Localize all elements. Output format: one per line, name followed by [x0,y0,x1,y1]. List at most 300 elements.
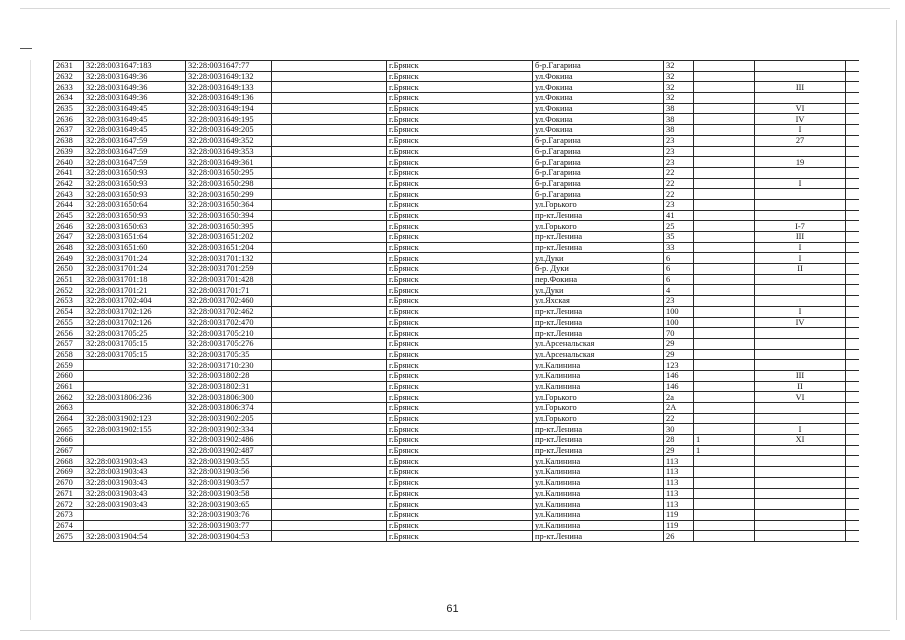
cadastral-number-cell: 32:28:0031647:59 [84,135,186,146]
house-number-cell: 35 [664,232,694,243]
cadastral-number-cell: 32:28:0031649:195 [186,114,272,125]
cadastral-number-cell: 32:28:0031649:352 [186,135,272,146]
table-row [54,488,860,499]
table-row [54,71,860,82]
note-cell [694,189,755,200]
premises-number-cell [755,71,846,82]
house-number-cell: 23 [664,135,694,146]
empty-cell [846,467,860,478]
table-row [54,360,860,371]
cadastral-number-cell [84,360,186,371]
city-cell: г.Брянск [387,264,533,275]
note-cell: 1 [694,435,755,446]
house-number-cell: 6 [664,274,694,285]
empty-cell [846,157,860,168]
premises-number-cell [755,413,846,424]
table-row [54,61,860,72]
empty-cell [846,477,860,488]
table-row [54,328,860,339]
empty-cell [272,531,387,542]
empty-cell [846,178,860,189]
note-cell [694,520,755,531]
table-row [54,178,860,189]
city-cell: г.Брянск [387,413,533,424]
table-row [54,349,860,360]
cadastral-number-cell: 32:28:0031649:353 [186,146,272,157]
empty-cell [272,221,387,232]
house-number-cell: 32 [664,93,694,104]
note-cell [694,381,755,392]
empty-cell [272,477,387,488]
empty-cell [272,103,387,114]
premises-number-cell [755,349,846,360]
empty-cell [272,232,387,243]
cadastral-number-cell: 32:28:0031650:394 [186,210,272,221]
empty-cell [846,189,860,200]
street-cell: ул.Фокина [533,114,664,125]
house-number-cell: 146 [664,370,694,381]
street-cell: ул.Дуки [533,285,664,296]
street-cell: ул.Горького [533,392,664,403]
empty-cell [272,349,387,360]
row-number-cell: 2642 [54,178,84,189]
empty-cell [272,360,387,371]
row-number-cell: 2666 [54,435,84,446]
cadastral-number-cell: 32:28:0031903:57 [186,477,272,488]
city-cell: г.Брянск [387,306,533,317]
city-cell: г.Брянск [387,157,533,168]
house-number-cell: 33 [664,242,694,253]
cadastral-number-cell: 32:28:0031903:58 [186,488,272,499]
row-number-cell: 2631 [54,61,84,72]
cadastral-number-cell: 32:28:0031902:487 [186,445,272,456]
row-number-cell: 2649 [54,253,84,264]
cadastral-number-cell: 32:28:0031806:374 [186,403,272,414]
note-cell [694,221,755,232]
city-cell: г.Брянск [387,61,533,72]
premises-number-cell: I [755,253,846,264]
row-number-cell: 2639 [54,146,84,157]
premises-number-cell: IV [755,114,846,125]
house-number-cell: 30 [664,424,694,435]
cadastral-number-cell: 32:28:0031650:299 [186,189,272,200]
row-number-cell: 2633 [54,82,84,93]
row-number-cell: 2647 [54,232,84,243]
city-cell: г.Брянск [387,114,533,125]
note-cell [694,103,755,114]
cadastral-number-cell: 32:28:0031701:24 [84,253,186,264]
street-cell: ул.Фокина [533,71,664,82]
empty-cell [272,199,387,210]
street-cell: пр-кт.Ленина [533,210,664,221]
empty-cell [846,232,860,243]
table-row [54,242,860,253]
note-cell [694,61,755,72]
cadastral-number-cell: 32:28:0031701:428 [186,274,272,285]
city-cell: г.Брянск [387,477,533,488]
table-row [54,338,860,349]
street-cell: б-р. Дуки [533,264,664,275]
table-row [54,157,860,168]
cadastral-number-cell: 32:28:0031903:77 [186,520,272,531]
house-number-cell: 29 [664,338,694,349]
cadastral-number-cell: 32:28:0031705:35 [186,349,272,360]
row-number-cell: 2658 [54,349,84,360]
empty-cell [272,392,387,403]
empty-cell [272,253,387,264]
note-cell [694,199,755,210]
row-number-cell: 2665 [54,424,84,435]
street-cell: ул.Калинина [533,509,664,520]
empty-cell [846,445,860,456]
row-number-cell: 2648 [54,242,84,253]
street-cell: ул.Калинина [533,370,664,381]
note-cell [694,296,755,307]
cadastral-number-cell: 32:28:0031903:76 [186,509,272,520]
note-cell [694,467,755,478]
table-row [54,499,860,510]
note-cell [694,242,755,253]
city-cell: г.Брянск [387,296,533,307]
house-number-cell: 113 [664,499,694,510]
row-number-cell: 2667 [54,445,84,456]
cadastral-number-cell [84,403,186,414]
cadastral-number-cell: 32:28:0031649:136 [186,93,272,104]
cadastral-number-cell: 32:28:0031650:298 [186,178,272,189]
premises-number-cell: 27 [755,135,846,146]
cadastral-number-cell: 32:28:0031705:276 [186,338,272,349]
cadastral-number-cell: 32:28:0031710:230 [186,360,272,371]
street-cell: ул.Калинина [533,456,664,467]
city-cell: г.Брянск [387,488,533,499]
city-cell: г.Брянск [387,349,533,360]
premises-number-cell [755,328,846,339]
table-row [54,381,860,392]
premises-number-cell [755,499,846,510]
house-number-cell: 29 [664,445,694,456]
empty-cell [846,392,860,403]
house-number-cell: 32 [664,61,694,72]
table-row [54,93,860,104]
empty-cell [846,210,860,221]
cadastral-number-cell: 32:28:0031904:53 [186,531,272,542]
premises-number-cell: III [755,82,846,93]
note-cell [694,349,755,360]
note-cell [694,392,755,403]
cadastral-number-cell: 32:28:0031702:126 [84,306,186,317]
premises-number-cell: III [755,232,846,243]
empty-cell [272,403,387,414]
note-cell [694,167,755,178]
cadastral-number-cell: 32:28:0031903:43 [84,499,186,510]
table-row [54,285,860,296]
row-number-cell: 2675 [54,531,84,542]
row-number-cell: 2656 [54,328,84,339]
city-cell: г.Брянск [387,232,533,243]
city-cell: г.Брянск [387,253,533,264]
street-cell: ул.Калинина [533,499,664,510]
city-cell: г.Брянск [387,509,533,520]
house-number-cell: 6 [664,264,694,275]
note-cell [694,531,755,542]
house-number-cell: 23 [664,296,694,307]
empty-cell [846,135,860,146]
cadastral-number-cell [84,509,186,520]
note-cell [694,370,755,381]
note-cell: 1 [694,445,755,456]
street-cell: б-р.Гагарина [533,146,664,157]
cadastral-number-cell: 32:28:0031647:77 [186,61,272,72]
cadastral-number-cell: 32:28:0031701:132 [186,253,272,264]
note-cell [694,509,755,520]
row-number-cell: 2644 [54,199,84,210]
house-number-cell: 23 [664,199,694,210]
row-number-cell: 2662 [54,392,84,403]
empty-cell [846,167,860,178]
row-number-cell: 2652 [54,285,84,296]
street-cell: б-р.Гагарина [533,157,664,168]
cadastral-number-cell: 32:28:0031650:64 [84,199,186,210]
note-cell [694,338,755,349]
empty-cell [846,264,860,275]
cadastral-number-cell: 32:28:0031649:45 [84,103,186,114]
house-number-cell: 22 [664,189,694,200]
street-cell: ул.Калинина [533,381,664,392]
cadastral-number-cell: 32:28:0031903:56 [186,467,272,478]
table-row [54,135,860,146]
cadastral-number-cell: 32:28:0031705:210 [186,328,272,339]
city-cell: г.Брянск [387,424,533,435]
city-cell: г.Брянск [387,317,533,328]
premises-number-cell [755,189,846,200]
table-row [54,424,860,435]
table-row [54,189,860,200]
street-cell: ул.Горького [533,403,664,414]
city-cell: г.Брянск [387,221,533,232]
registry-table-body [54,61,860,542]
street-cell: пр-кт.Ленина [533,306,664,317]
premises-number-cell [755,167,846,178]
row-number-cell: 2674 [54,520,84,531]
note-cell [694,178,755,189]
premises-number-cell: I-7 [755,221,846,232]
house-number-cell: 113 [664,467,694,478]
row-number-cell: 2638 [54,135,84,146]
row-number-cell: 2646 [54,221,84,232]
house-number-cell: 22 [664,178,694,189]
house-number-cell: 113 [664,488,694,499]
empty-cell [272,71,387,82]
house-number-cell: 38 [664,125,694,136]
street-cell: б-р.Гагарина [533,167,664,178]
empty-cell [846,435,860,446]
premises-number-cell: VI [755,392,846,403]
note-cell [694,114,755,125]
empty-cell [846,221,860,232]
row-number-cell: 2643 [54,189,84,200]
premises-number-cell: I [755,125,846,136]
table-row [54,82,860,93]
cadastral-number-cell: 32:28:0031649:45 [84,114,186,125]
empty-cell [272,189,387,200]
note-cell [694,71,755,82]
row-number-cell: 2671 [54,488,84,499]
premises-number-cell [755,338,846,349]
table-row [54,103,860,114]
house-number-cell: 4 [664,285,694,296]
premises-number-cell [755,467,846,478]
cadastral-number-cell: 32:28:0031802:28 [186,370,272,381]
house-number-cell: 38 [664,114,694,125]
premises-number-cell [755,199,846,210]
row-number-cell: 2645 [54,210,84,221]
scan-mark [20,48,32,49]
street-cell: б-р.Гагарина [533,178,664,189]
empty-cell [272,242,387,253]
street-cell: б-р.Гагарина [533,61,664,72]
row-number-cell: 2663 [54,403,84,414]
note-cell [694,264,755,275]
city-cell: г.Брянск [387,167,533,178]
empty-cell [846,242,860,253]
empty-cell [846,520,860,531]
house-number-cell: 28 [664,435,694,446]
premises-number-cell: I [755,242,846,253]
empty-cell [272,210,387,221]
house-number-cell: 29 [664,349,694,360]
table-row [54,403,860,414]
cadastral-number-cell: 32:28:0031651:202 [186,232,272,243]
cadastral-number-cell: 32:28:0031649:36 [84,82,186,93]
empty-cell [272,488,387,499]
empty-cell [846,306,860,317]
empty-cell [272,296,387,307]
note-cell [694,488,755,499]
empty-cell [272,264,387,275]
premises-number-cell [755,210,846,221]
table-row [54,221,860,232]
premises-number-cell [755,520,846,531]
city-cell: г.Брянск [387,403,533,414]
house-number-cell: 38 [664,103,694,114]
street-cell: б-р.Гагарина [533,189,664,200]
premises-number-cell: III [755,370,846,381]
cadastral-number-cell: 32:28:0031705:25 [84,328,186,339]
empty-cell [272,381,387,392]
cadastral-number-cell: 32:28:0031649:132 [186,71,272,82]
cadastral-number-cell: 32:28:0031903:65 [186,499,272,510]
cadastral-number-cell [84,445,186,456]
cadastral-number-cell: 32:28:0031902:155 [84,424,186,435]
cadastral-number-cell: 32:28:0031902:334 [186,424,272,435]
empty-cell [272,274,387,285]
row-number-cell: 2670 [54,477,84,488]
city-cell: г.Брянск [387,338,533,349]
empty-cell [272,424,387,435]
row-number-cell: 2657 [54,338,84,349]
empty-cell [272,285,387,296]
empty-cell [272,413,387,424]
cadastral-number-cell [84,381,186,392]
cadastral-number-cell: 32:28:0031649:36 [84,93,186,104]
cadastral-number-cell: 32:28:0031649:194 [186,103,272,114]
note-cell [694,125,755,136]
empty-cell [272,178,387,189]
street-cell: б-р.Гагарина [533,135,664,146]
street-cell: ул.Калинина [533,467,664,478]
street-cell: пр-кт.Ленина [533,242,664,253]
empty-cell [272,306,387,317]
empty-cell [272,445,387,456]
row-number-cell: 2650 [54,264,84,275]
street-cell: пр-кт.Ленина [533,445,664,456]
table-row [54,456,860,467]
note-cell [694,499,755,510]
house-number-cell: 22 [664,413,694,424]
street-cell: ул.Фокина [533,103,664,114]
row-number-cell: 2634 [54,93,84,104]
cadastral-number-cell: 32:28:0031649:205 [186,125,272,136]
table-row [54,146,860,157]
premises-number-cell [755,274,846,285]
note-cell [694,157,755,168]
city-cell: г.Брянск [387,103,533,114]
premises-number-cell: I [755,306,846,317]
table-row [54,509,860,520]
table-row [54,520,860,531]
empty-cell [846,499,860,510]
empty-cell [846,349,860,360]
house-number-cell: 26 [664,531,694,542]
cadastral-number-cell: 32:28:0031650:63 [84,221,186,232]
city-cell: г.Брянск [387,370,533,381]
empty-cell [272,520,387,531]
street-cell: ул.Арсенальская [533,349,664,360]
empty-cell [272,146,387,157]
note-cell [694,360,755,371]
cadastral-number-cell: 32:28:0031651:64 [84,232,186,243]
note-cell [694,477,755,488]
street-cell: ул.Яхская [533,296,664,307]
city-cell: г.Брянск [387,456,533,467]
empty-cell [272,93,387,104]
cadastral-number-cell: 32:28:0031903:43 [84,467,186,478]
premises-number-cell: I [755,424,846,435]
cadastral-number-cell [84,520,186,531]
house-number-cell: 113 [664,477,694,488]
empty-cell [272,82,387,93]
empty-cell [846,253,860,264]
empty-cell [272,135,387,146]
row-number-cell: 2641 [54,167,84,178]
row-number-cell: 2632 [54,71,84,82]
empty-cell [846,370,860,381]
house-number-cell: 100 [664,306,694,317]
empty-cell [272,509,387,520]
city-cell: г.Брянск [387,210,533,221]
empty-cell [272,435,387,446]
cadastral-number-cell: 32:28:0031705:15 [84,349,186,360]
premises-number-cell: 19 [755,157,846,168]
house-number-cell: 22 [664,167,694,178]
house-number-cell: 2а [664,392,694,403]
empty-cell [846,114,860,125]
house-number-cell: 119 [664,509,694,520]
premises-number-cell [755,296,846,307]
premises-number-cell [755,445,846,456]
row-number-cell: 2672 [54,499,84,510]
row-number-cell: 2637 [54,125,84,136]
